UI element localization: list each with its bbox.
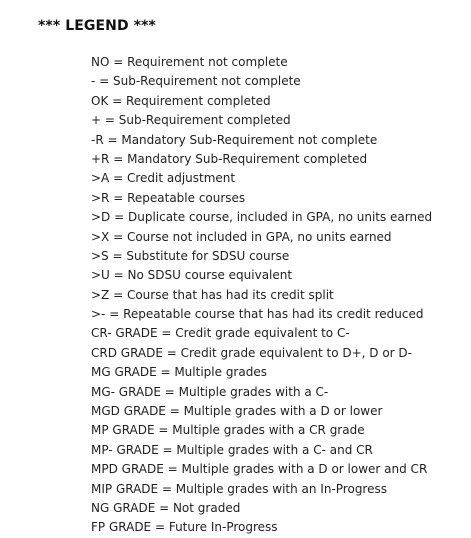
legend-item-u: >U = No SDSU course equivalent bbox=[91, 268, 293, 283]
legend-item-d: >D = Duplicate course, included in GPA, no units earned bbox=[91, 210, 433, 225]
legend-item-mp-grade: MP GRADE = Multiple grades with a CR grade bbox=[91, 423, 365, 438]
legend-item-mp-minus-grade: MP- GRADE = Multiple grades with a C- and CR bbox=[91, 442, 373, 457]
legend-item-s: >S = Substitute for SDSU course bbox=[91, 248, 290, 263]
legend-item-ok: OK = Requirement completed bbox=[91, 93, 271, 108]
legend-item-gt-minus: >- = Repeatable course that has had its credit reduced bbox=[91, 307, 424, 322]
legend-item-cr-minus-grade: CR- GRADE = Credit grade equivalent to C- bbox=[91, 326, 350, 341]
legend-item-r: >R = Repeatable courses bbox=[91, 190, 246, 205]
legend-item-x: >X = Course not included in GPA, no units earned bbox=[91, 229, 392, 244]
legend-item-mip-grade: MIP GRADE = Multiple grades with an In-Progress bbox=[91, 481, 387, 496]
legend-item-mpd-grade: MPD GRADE = Multiple grades with a D or lower and CR bbox=[91, 462, 428, 477]
legend-item-ng-grade: NG GRADE = Not graded bbox=[91, 500, 241, 515]
legend-item-plus: + = Sub-Requirement completed bbox=[91, 113, 291, 128]
legend-item-crd-grade: CRD GRADE = Credit grade equivalent to D+, D or D- bbox=[91, 345, 412, 360]
legend-item-fp-grade: FP GRADE = Future In-Progress bbox=[91, 520, 278, 535]
legend-item-minus-r: -R = Mandatory Sub-Requirement not complete bbox=[91, 132, 378, 147]
legend-item-minus: - = Sub-Requirement not complete bbox=[91, 74, 301, 89]
legend-title: *** LEGEND *** bbox=[38, 18, 156, 34]
legend-item-mg-grade: MG GRADE = Multiple grades bbox=[91, 365, 267, 380]
legend-item-z: >Z = Course that has had its credit split bbox=[91, 287, 334, 302]
legend-item-plus-r: +R = Mandatory Sub-Requirement completed bbox=[91, 151, 368, 166]
legend-item-a: >A = Credit adjustment bbox=[91, 171, 236, 186]
legend-item-mg-minus-grade: MG- GRADE = Multiple grades with a C- bbox=[91, 384, 329, 399]
legend-item-no: NO = Requirement not complete bbox=[91, 55, 288, 69]
legend-list bbox=[91, 53, 432, 538]
legend-item-mgd-grade: MGD GRADE = Multiple grades with a D or lower bbox=[91, 404, 383, 419]
